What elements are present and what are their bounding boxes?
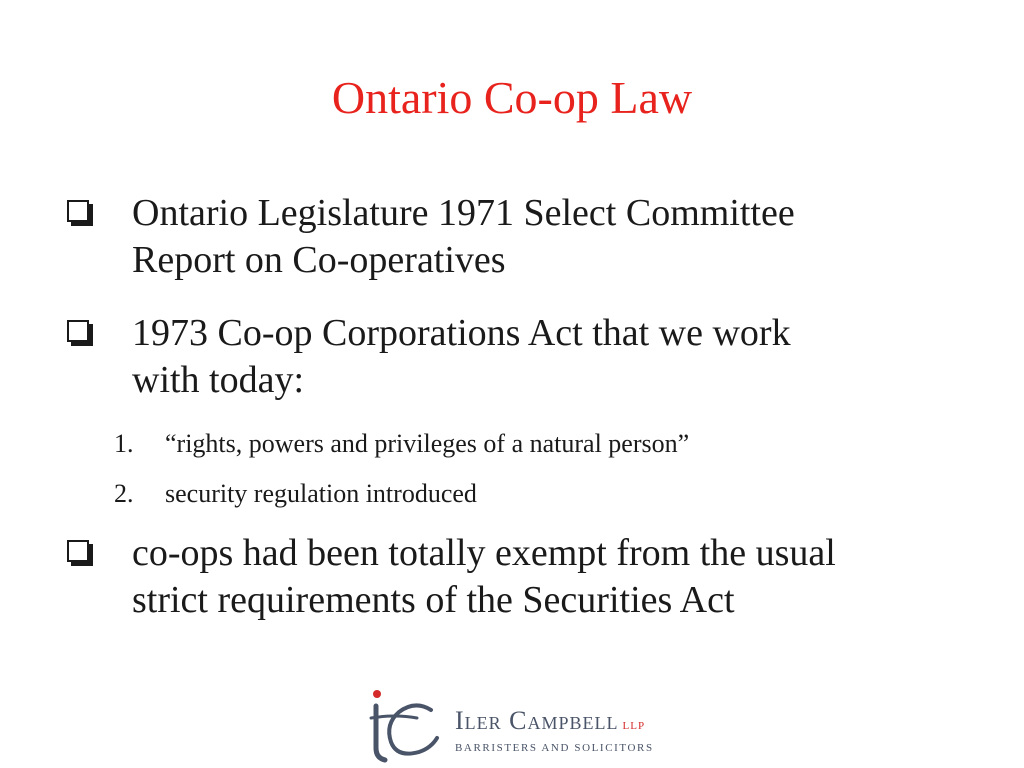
logo-name [455, 706, 645, 736]
sub-item-text: “rights, powers and privileges of a natural person” [165, 429, 690, 458]
sub-item-number: 1. [114, 429, 134, 458]
bullet-line: with today: [132, 359, 305, 401]
ic-monogram-icon [365, 688, 445, 763]
bullet-line: Report on Co-operatives [132, 239, 506, 281]
logo-suffix: LLP [622, 720, 646, 732]
checkbox-bullet-icon [67, 320, 89, 342]
logo-name-text: Iler Campbell [455, 706, 619, 735]
bullet-line: co-ops had been totally exempt from the usual [132, 532, 836, 574]
bullet-item [132, 530, 992, 624]
company-logo [365, 688, 665, 763]
slide-title: Ontario Co-op Law [331, 72, 693, 123]
bullet-item [132, 310, 992, 404]
bullet-line: Ontario Legislature 1971 Select Committee [132, 192, 795, 234]
bullet-item [132, 190, 992, 284]
bullet-line: strict requirements of the Securities Act [132, 579, 735, 621]
sub-item-number: 2. [114, 479, 134, 508]
sub-item-text: security regulation introduced [165, 479, 477, 508]
checkbox-bullet-icon [67, 540, 89, 562]
checkbox-bullet-icon [67, 200, 89, 222]
bullet-line: 1973 Co-op Corporations Act that we work [132, 312, 791, 354]
logo-tagline: BARRISTERS AND SOLICITORS [455, 742, 654, 754]
